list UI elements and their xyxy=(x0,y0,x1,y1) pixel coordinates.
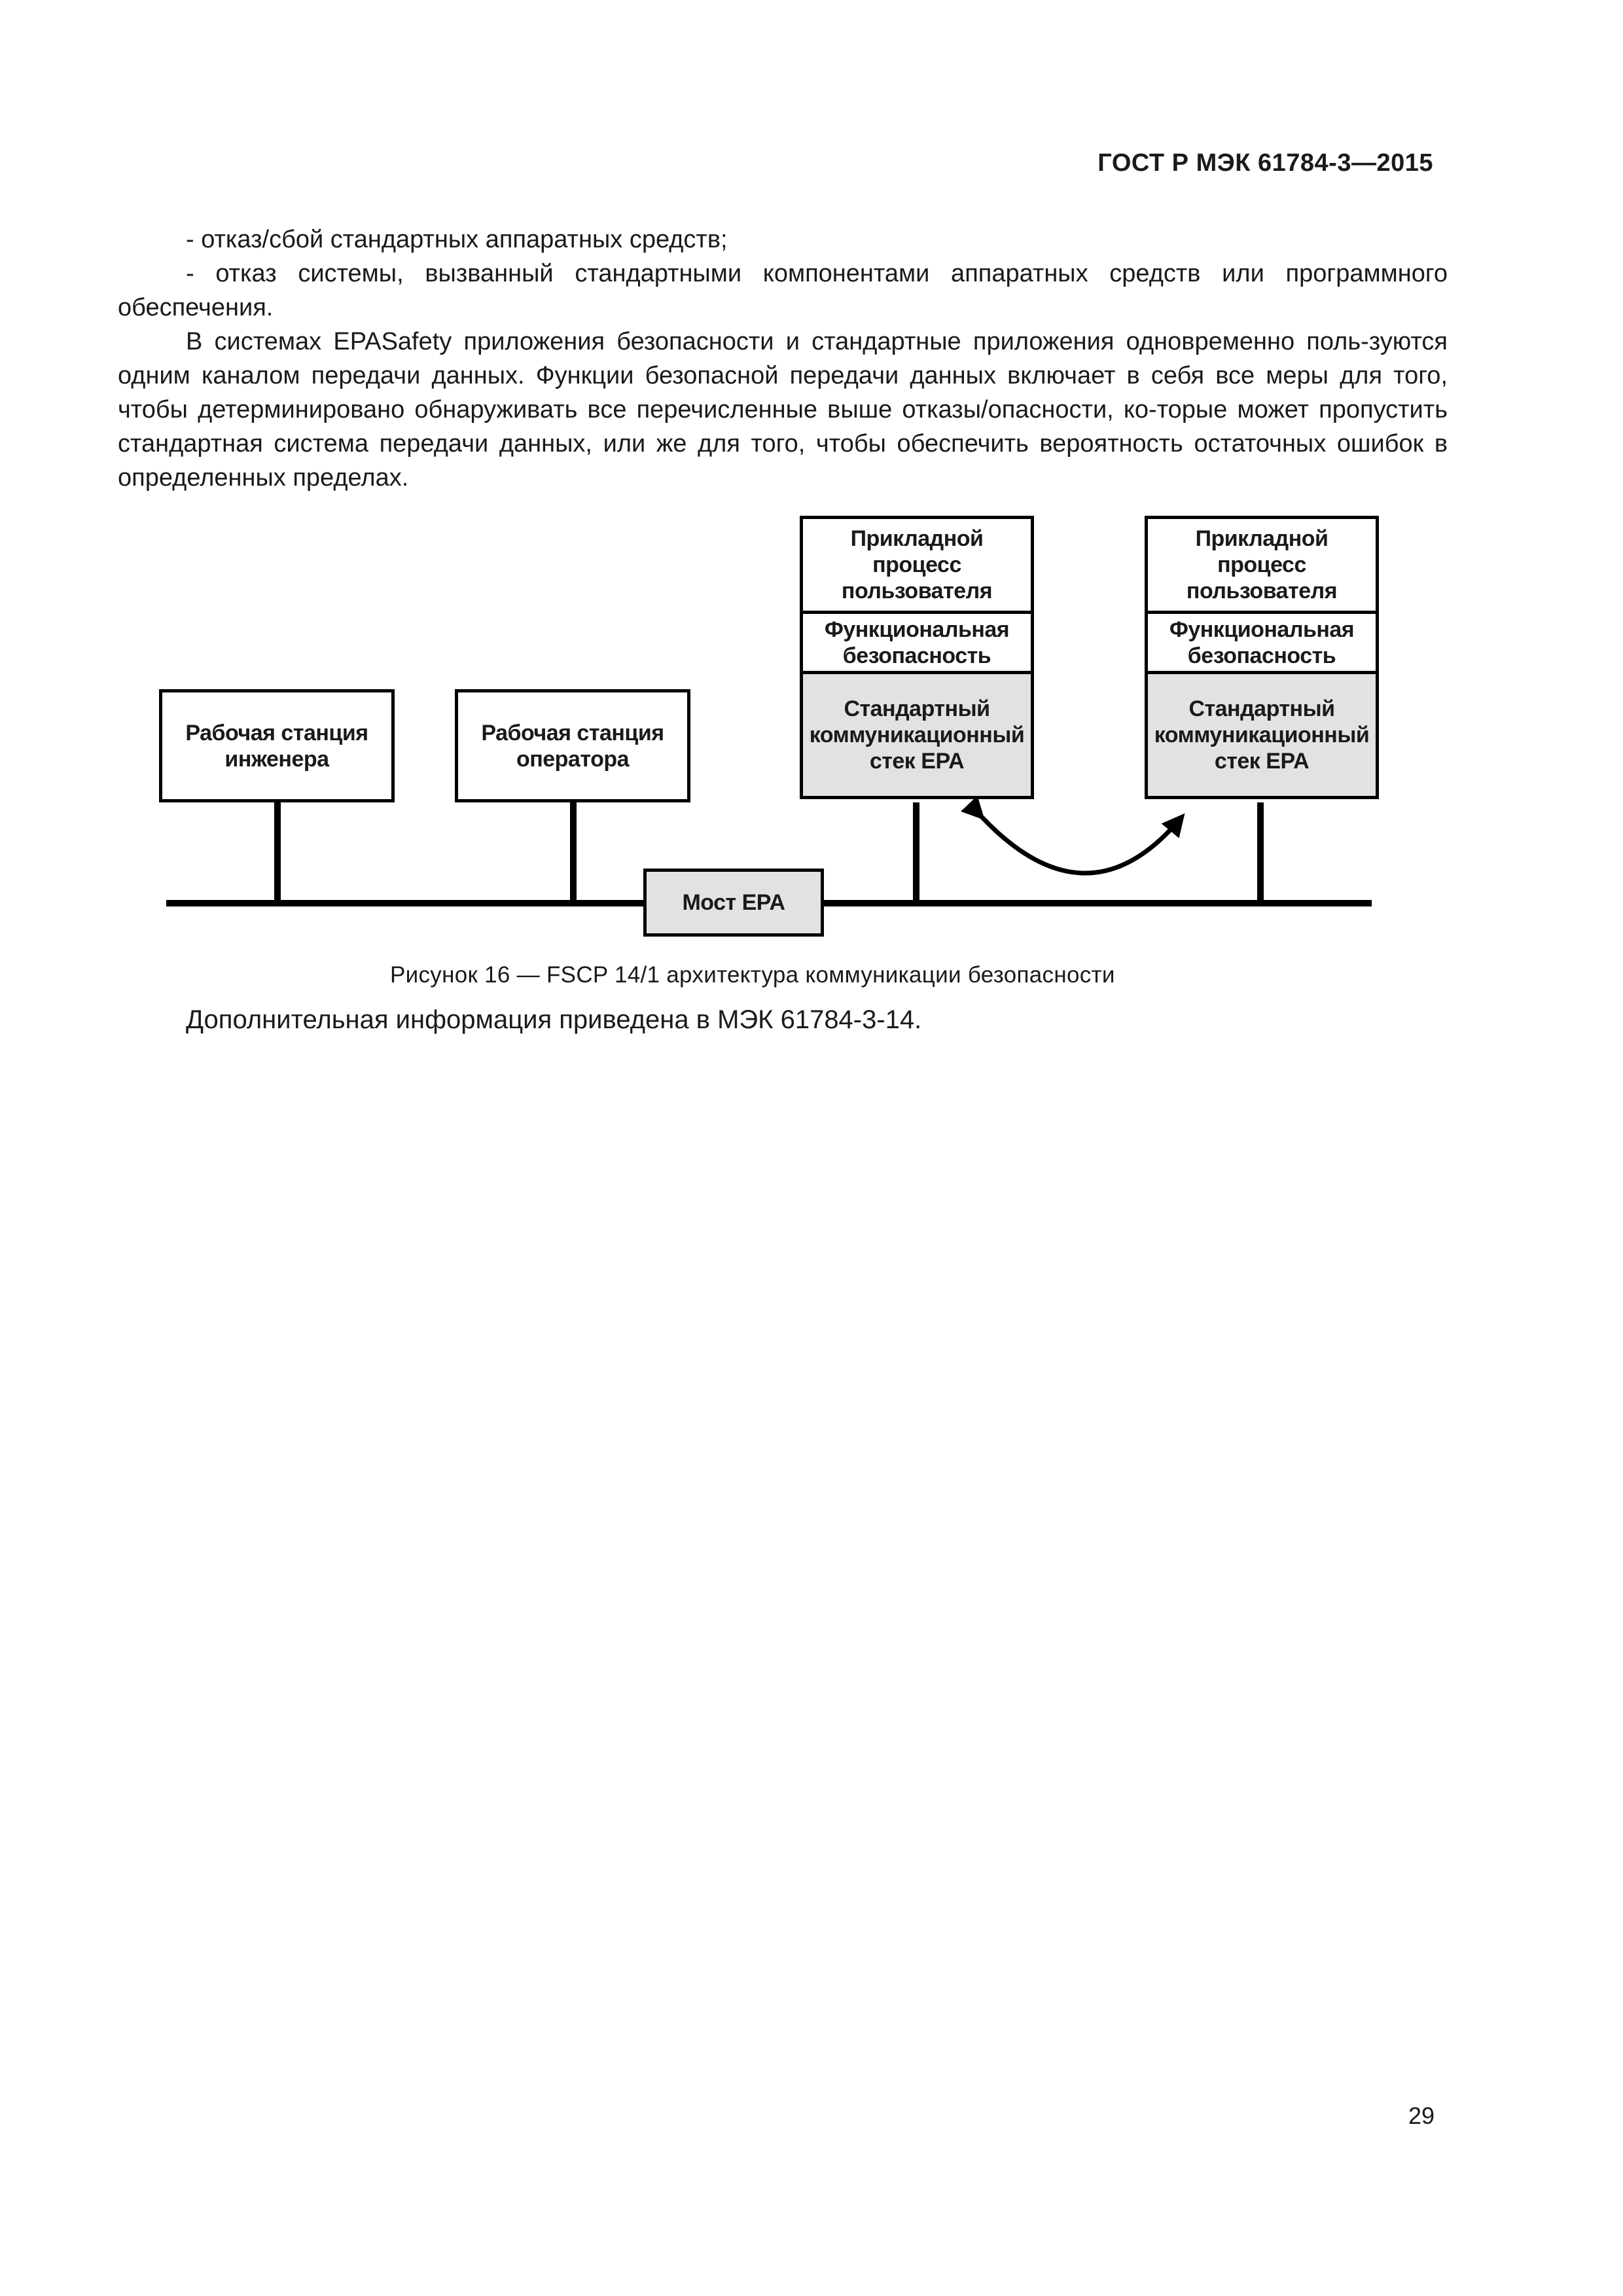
document-header: ГОСТ Р МЭК 61784-3—2015 xyxy=(1097,149,1433,177)
list-item-hardware-failure: - отказ/сбой стандартных аппаратных средств; xyxy=(186,226,728,253)
engineer-workstation-box xyxy=(159,689,395,802)
left-user-process-box xyxy=(800,516,1034,614)
right-comm-stack-label: Стандартный коммуникационный стек EPA xyxy=(1154,696,1370,774)
left-comm-stack-box xyxy=(800,671,1034,799)
list-item-system-failure: - отказ системы, вызванный стандартными компонентами аппаратных средств или программного обеспечения. xyxy=(118,260,1448,321)
left-functional-safety-box xyxy=(800,611,1034,674)
left-user-process-label: Прикладной процесс пользователя xyxy=(841,526,993,603)
additional-info-text: Дополнительная информация приведена в МЭК 61784-3-14. xyxy=(186,1005,922,1034)
engineer-workstation-label: Рабочая станция инженера xyxy=(185,720,368,772)
right-functional-safety-label: Функциональная безопасность xyxy=(1169,617,1355,668)
epa-bridge-label: Мост EPA xyxy=(682,890,785,915)
right-user-process-label: Прикладной процесс пользователя xyxy=(1186,526,1338,603)
page-number: 29 xyxy=(1408,2102,1435,2129)
left-functional-safety-label: Функциональная безопасность xyxy=(824,617,1010,668)
diagram-lines xyxy=(0,0,1623,1021)
right-user-process-box xyxy=(1145,516,1379,614)
epa-bridge-box xyxy=(643,869,824,937)
operator-workstation-box xyxy=(455,689,690,802)
figure-16-diagram xyxy=(0,0,1623,1021)
left-comm-stack-label: Стандартный коммуникационный стек EPA xyxy=(809,696,1025,774)
operator-workstation-label: Рабочая станция оператора xyxy=(481,720,664,772)
right-functional-safety-box xyxy=(1145,611,1379,674)
figure-caption: Рисунок 16 — FSCP 14/1 архитектура коммуникации безопасности xyxy=(390,962,1115,988)
safety-communication-arrow xyxy=(982,817,1182,873)
epasafety-paragraph: В системах EPASafety приложения безопасности и стандартные приложения одновременно поль-зуются одним каналом передачи данных. Функции безопасной передачи данных включает в себя все меры для того, чтобы детерминировано обнаруживать все перечисленные выше отказы/опасности, ко-торые может пропустить стандартная система передачи данных, или же для того, чтобы обеспечить вероятность остаточных ошибок в определенных пределах. xyxy=(118,328,1448,492)
right-comm-stack-box xyxy=(1145,671,1379,799)
